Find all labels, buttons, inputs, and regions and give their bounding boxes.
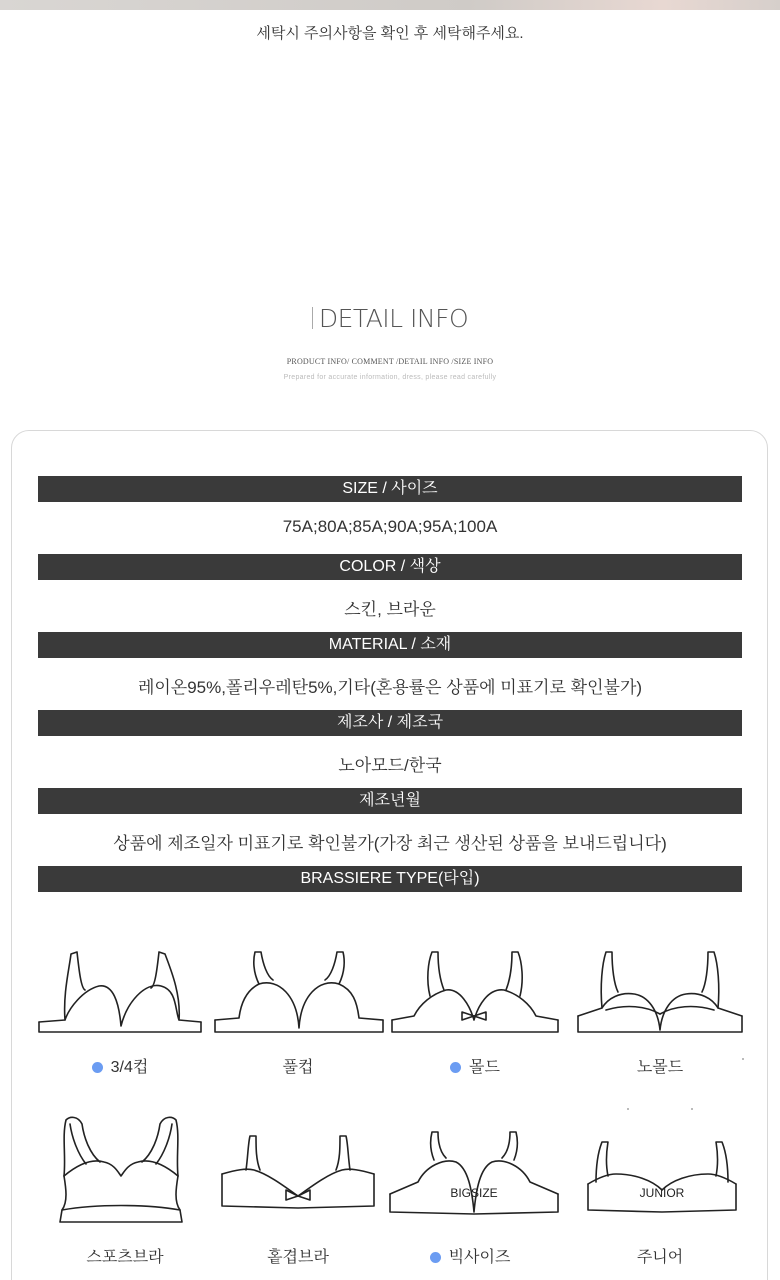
bra-type-label-mold: 몰드 — [425, 1054, 525, 1077]
selected-dot — [92, 1062, 103, 1073]
detail-info-title — [0, 304, 780, 333]
detail-info-title-text: DETAIL INFO — [318, 304, 469, 333]
bra-type-label-three-quarter: 3/4컵 — [70, 1054, 170, 1077]
bra-type-label-full-cup: 풀컵 — [282, 1059, 314, 1076]
spec-header-size: SIZE / 사이즈 — [38, 476, 742, 502]
decor-speck — [742, 1058, 744, 1060]
bra-mold-icon — [390, 950, 560, 1036]
spec-header-maker: 제조사 / 제조국 — [38, 710, 742, 736]
spec-header-material: MATERIAL / 소재 — [38, 632, 742, 658]
bra-type-label-no-mold: 노몰드 — [636, 1059, 684, 1076]
decor-speck — [691, 1108, 693, 1110]
junior-icon-text: JUNIOR — [639, 1186, 685, 1200]
detail-info-nav: PRODUCT INFO/ COMMENT /DETAIL INFO /SIZE INFO — [286, 357, 494, 366]
bra-sports-icon — [56, 1114, 186, 1226]
spec-header-color: COLOR / 색상 — [38, 554, 742, 580]
spec-value-material: 레이온95%,폴리우레탄5%,기타(혼용률은 상품에 미표기로 확인불가) — [137, 678, 643, 697]
bigsize-icon-text: BIGSIZE — [450, 1186, 498, 1200]
bra-type-header: BRASSIERE TYPE(타입) — [38, 866, 742, 892]
spec-value-date: 상품에 제조일자 미표기로 확인불가(가장 최근 생산된 상품을 보내드립니다) — [113, 834, 667, 853]
detail-info-subtitle: Prepared for accurate information, dress, please read carefully — [283, 374, 497, 381]
spec-value-size: 75A;80A;85A;90A;95A;100A — [282, 517, 498, 536]
spec-value-color: 스킨, 브라운 — [344, 600, 436, 619]
bra-three-quarter-cup-icon — [37, 950, 203, 1036]
bra-no-mold-icon — [576, 950, 744, 1036]
decor-speck — [627, 1108, 629, 1110]
bra-type-label-junior: 주니어 — [636, 1249, 684, 1266]
bra-type-label-single-layer: 홑겹브라 — [267, 1249, 329, 1266]
bra-junior-icon — [586, 1140, 738, 1216]
selected-dot — [450, 1062, 461, 1073]
spec-header-date: 제조년월 — [38, 788, 742, 814]
selected-dot — [430, 1252, 441, 1263]
bra-type-label-sports: 스포츠브라 — [86, 1249, 164, 1266]
top-image-strip — [0, 0, 780, 10]
wash-note: 세탁시 주의사항을 확인 후 세탁해주세요. — [256, 25, 524, 42]
bra-single-layer-icon — [220, 1134, 376, 1216]
title-divider — [312, 307, 313, 329]
spec-value-maker: 노아모드/한국 — [338, 756, 442, 775]
bra-type-label-big-size: 빅사이즈 — [415, 1244, 525, 1267]
bra-full-cup-icon — [213, 950, 385, 1036]
bra-big-size-icon — [388, 1130, 560, 1218]
